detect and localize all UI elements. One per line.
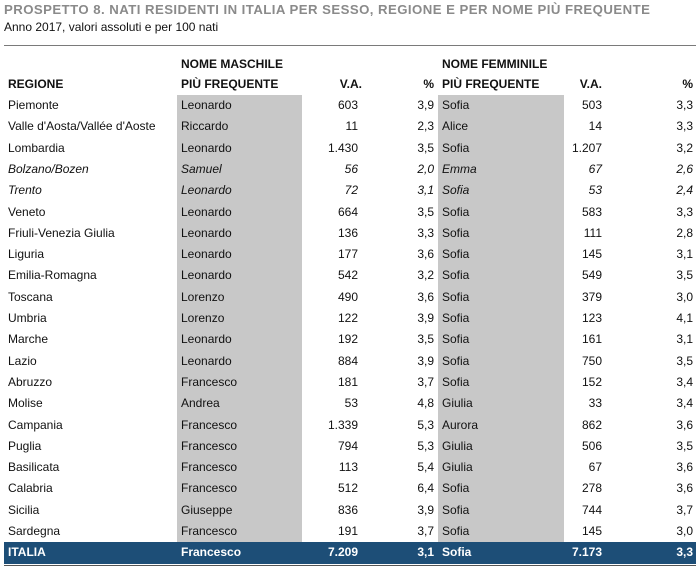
cell-male-pct: 3,5	[417, 140, 434, 155]
table-row	[4, 308, 696, 329]
cell-male-name: Leonardo	[181, 140, 232, 155]
cell-region: Molise	[8, 396, 43, 411]
cell-female-pct: 3,3	[676, 119, 693, 134]
cell-region: Sardegna	[8, 524, 61, 538]
cell-region: Valle d'Aosta/Vallée d'Aoste	[8, 119, 156, 134]
cell-female-va: 145	[581, 247, 602, 262]
cell-male-va: 512	[337, 481, 358, 496]
cell-female-name: Giulia	[442, 438, 473, 453]
cell-female-pct: 3,5	[676, 353, 693, 368]
table-row	[4, 116, 696, 137]
cell-region: Emilia-Romagna	[8, 268, 97, 283]
header-female-va: V.A.	[579, 77, 602, 91]
cell-female-name: Sofia	[442, 353, 470, 368]
cell-female-name: Sofia	[442, 204, 470, 219]
table-row	[4, 393, 696, 414]
cell-male-pct: 3,1	[417, 183, 434, 198]
table-row	[4, 244, 696, 265]
cell-male-name: Lorenzo	[181, 311, 225, 325]
cell-male-pct: 3,7	[417, 524, 434, 538]
cell-female-name: Sofia	[442, 268, 470, 283]
cell-female-pct: 3,3	[676, 98, 693, 112]
cell-male-pct: 6,4	[417, 481, 434, 496]
cell-region: Bolzano/Bozen	[8, 161, 89, 176]
cell-female-va: 503	[581, 98, 602, 112]
cell-female-pct: 3,5	[676, 438, 693, 453]
cell-region: Puglia	[8, 438, 42, 453]
cell-female-va: 53	[588, 183, 602, 198]
cell-male-pct: 3,3	[417, 225, 434, 240]
cell-female-va: 145	[581, 524, 602, 538]
cell-male-name: Francesco	[181, 374, 238, 389]
cell-female-va: 7.173	[571, 545, 602, 560]
cell-male-va: 664	[337, 204, 358, 219]
header-female-pct: %	[682, 77, 693, 91]
cell-region: Sicilia	[8, 502, 40, 517]
cell-female-va: 549	[581, 268, 602, 283]
header-regione: REGIONE	[8, 77, 64, 91]
table-row	[4, 521, 696, 542]
cell-male-name: Leonardo	[181, 183, 232, 198]
cell-female-pct: 3,5	[676, 268, 693, 283]
cell-female-pct: 3,3	[676, 545, 693, 560]
cell-female-va: 111	[583, 225, 602, 240]
cell-male-va: 603	[337, 98, 358, 112]
cell-female-name: Sofia	[442, 524, 470, 538]
header-female-name-line2: PIÙ FREQUENTE	[442, 77, 540, 91]
cell-female-va: 744	[581, 502, 602, 517]
cell-male-pct: 3,6	[417, 247, 434, 262]
cell-male-pct: 3,9	[417, 502, 434, 517]
cell-male-pct: 5,4	[417, 460, 434, 475]
total-row	[4, 542, 696, 563]
cell-female-va: 379	[581, 289, 602, 304]
cell-male-name: Leonardo	[181, 204, 232, 219]
cell-region: Friuli-Venezia Giulia	[8, 225, 115, 240]
cell-male-pct: 5,3	[417, 417, 434, 432]
cell-male-va: 192	[337, 332, 358, 347]
cell-female-name: Giulia	[442, 396, 473, 411]
cell-female-name: Sofia	[442, 183, 470, 198]
cell-male-va: 113	[338, 460, 358, 475]
cell-female-va: 862	[581, 417, 602, 432]
cell-female-pct: 3,7	[676, 502, 693, 517]
header-male-name-line1: NOME MASCHILE	[181, 57, 283, 71]
cell-female-pct: 3,0	[676, 289, 693, 304]
table-row	[4, 415, 696, 436]
header-male-name-line2: PIÙ FREQUENTE	[181, 77, 279, 91]
cell-male-pct: 2,3	[417, 119, 434, 134]
cell-female-va: 750	[581, 353, 602, 368]
cell-male-va: 1.430	[327, 140, 358, 155]
cell-female-va: 67	[588, 161, 602, 176]
cell-region: Basilicata	[8, 460, 60, 475]
cell-female-va: 14	[588, 119, 602, 134]
table-row	[4, 478, 696, 499]
cell-male-name: Riccardo	[181, 119, 229, 134]
cell-region: Marche	[8, 332, 49, 347]
header-male-pct: %	[423, 77, 434, 91]
cell-female-name: Sofia	[442, 140, 470, 155]
cell-female-va: 161	[581, 332, 602, 347]
cell-male-name: Francesco	[181, 438, 238, 453]
cell-male-pct: 4,8	[417, 396, 434, 411]
table-row	[4, 372, 696, 393]
table-row	[4, 95, 696, 116]
cell-male-name: Leonardo	[181, 98, 232, 112]
cell-male-pct: 3,1	[417, 545, 434, 560]
cell-female-pct: 2,8	[676, 225, 693, 240]
cell-male-name: Samuel	[181, 161, 222, 176]
cell-female-pct: 3,2	[676, 140, 693, 155]
cell-female-name: Sofia	[442, 502, 470, 517]
table-row	[4, 202, 696, 223]
table-row	[4, 180, 696, 201]
cell-female-name: Sofia	[442, 98, 470, 112]
cell-male-va: 177	[337, 247, 358, 262]
table-row	[4, 436, 696, 457]
cell-female-name: Giulia	[442, 460, 473, 475]
table-title: PROSPETTO 8. NATI RESIDENTI IN ITALIA PER SESSO, REGIONE E PER NOME PIÙ FREQUENTE	[4, 2, 651, 17]
cell-male-va: 11	[345, 119, 358, 134]
cell-female-va: 152	[581, 374, 602, 389]
cell-male-pct: 3,5	[417, 204, 434, 219]
cell-female-name: Sofia	[442, 247, 470, 262]
cell-female-pct: 3,3	[676, 204, 693, 219]
bottom-rule	[4, 565, 696, 566]
cell-female-va: 506	[581, 438, 602, 453]
cell-male-va: 56	[344, 161, 358, 176]
cell-male-name: Giuseppe	[181, 502, 233, 517]
table-row	[4, 138, 696, 159]
cell-male-va: 884	[337, 353, 358, 368]
table-row	[4, 329, 696, 350]
cell-male-pct: 3,2	[417, 268, 434, 283]
cell-male-name: Francesco	[181, 545, 242, 560]
cell-male-pct: 2,0	[417, 161, 434, 176]
cell-male-pct: 5,3	[417, 438, 434, 453]
cell-region: Toscana	[8, 289, 53, 304]
cell-female-pct: 3,1	[676, 247, 693, 262]
cell-male-name: Andrea	[181, 396, 220, 411]
cell-female-va: 1.207	[571, 140, 602, 155]
cell-female-va: 67	[588, 460, 602, 475]
header-male-va: V.A.	[339, 77, 362, 91]
cell-male-va: 490	[337, 289, 358, 304]
cell-female-va: 278	[581, 481, 602, 496]
cell-male-pct: 3,9	[417, 98, 434, 112]
cell-female-name: Sofia	[442, 311, 470, 325]
cell-male-va: 122	[337, 311, 358, 325]
cell-region: Veneto	[8, 204, 46, 219]
table-row	[4, 457, 696, 478]
cell-male-va: 542	[337, 268, 358, 283]
cell-region: Piemonte	[8, 98, 59, 112]
cell-male-pct: 3,5	[417, 332, 434, 347]
cell-male-pct: 3,6	[417, 289, 434, 304]
cell-male-va: 72	[344, 183, 358, 198]
cell-male-va: 1.339	[327, 417, 358, 432]
cell-region: Lazio	[8, 353, 37, 368]
cell-female-name: Sofia	[442, 545, 472, 560]
cell-region: Campania	[8, 417, 63, 432]
cell-male-name: Leonardo	[181, 225, 232, 240]
cell-male-name: Lorenzo	[181, 289, 225, 304]
cell-female-pct: 3,0	[676, 524, 693, 538]
cell-region: Lombardia	[8, 140, 65, 155]
cell-female-pct: 3,6	[676, 417, 693, 432]
cell-male-va: 136	[337, 225, 358, 240]
cell-region: Abruzzo	[8, 374, 53, 389]
cell-region: Liguria	[8, 247, 45, 262]
top-rule	[4, 45, 696, 46]
table-row	[4, 500, 696, 521]
table-row	[4, 223, 696, 244]
table-subtitle: Anno 2017, valori assoluti e per 100 nati	[4, 20, 219, 34]
cell-female-name: Aurora	[442, 417, 479, 432]
cell-female-pct: 3,6	[676, 481, 693, 496]
cell-female-name: Sofia	[442, 332, 470, 347]
cell-female-pct: 4,1	[676, 311, 693, 325]
cell-male-pct: 3,9	[417, 353, 434, 368]
cell-female-va: 33	[588, 396, 602, 411]
cell-female-pct: 3,4	[676, 374, 693, 389]
cell-male-pct: 3,9	[417, 311, 434, 325]
table-row	[4, 351, 696, 372]
cell-male-va: 7.209	[327, 545, 358, 560]
cell-female-name: Sofia	[442, 481, 470, 496]
cell-female-name: Emma	[442, 161, 477, 176]
cell-male-pct: 3,7	[417, 374, 434, 389]
header-female-name-line1: NOME FEMMINILE	[442, 57, 548, 71]
cell-male-va: 836	[337, 502, 358, 517]
cell-female-pct: 3,1	[676, 332, 693, 347]
cell-female-name: Sofia	[442, 374, 470, 389]
cell-female-va: 583	[581, 204, 602, 219]
cell-region: Trento	[8, 183, 42, 198]
cell-female-name: Sofia	[442, 225, 470, 240]
table-row	[4, 287, 696, 308]
cell-female-pct: 2,6	[676, 161, 693, 176]
cell-male-va: 181	[337, 374, 358, 389]
cell-male-name: Leonardo	[181, 268, 232, 283]
cell-female-name: Sofia	[442, 289, 470, 304]
cell-region: Umbria	[8, 311, 47, 325]
cell-male-name: Leonardo	[181, 247, 232, 262]
table-row	[4, 265, 696, 286]
table-row	[4, 159, 696, 180]
cell-male-name: Francesco	[181, 481, 238, 496]
cell-male-va: 53	[344, 396, 358, 411]
cell-male-name: Francesco	[181, 417, 238, 432]
cell-male-va: 191	[337, 524, 358, 538]
cell-female-name: Alice	[442, 119, 469, 134]
cell-region: ITALIA	[8, 545, 46, 560]
cell-male-name: Leonardo	[181, 353, 232, 368]
cell-male-name: Leonardo	[181, 332, 232, 347]
cell-male-name: Francesco	[181, 524, 238, 538]
cell-female-pct: 3,4	[676, 396, 693, 411]
cell-region: Calabria	[8, 481, 53, 496]
cell-female-va: 123	[581, 311, 602, 325]
cell-male-name: Francesco	[181, 460, 238, 475]
cell-female-pct: 3,6	[676, 460, 693, 475]
cell-male-va: 794	[337, 438, 358, 453]
cell-female-pct: 2,4	[676, 183, 693, 198]
